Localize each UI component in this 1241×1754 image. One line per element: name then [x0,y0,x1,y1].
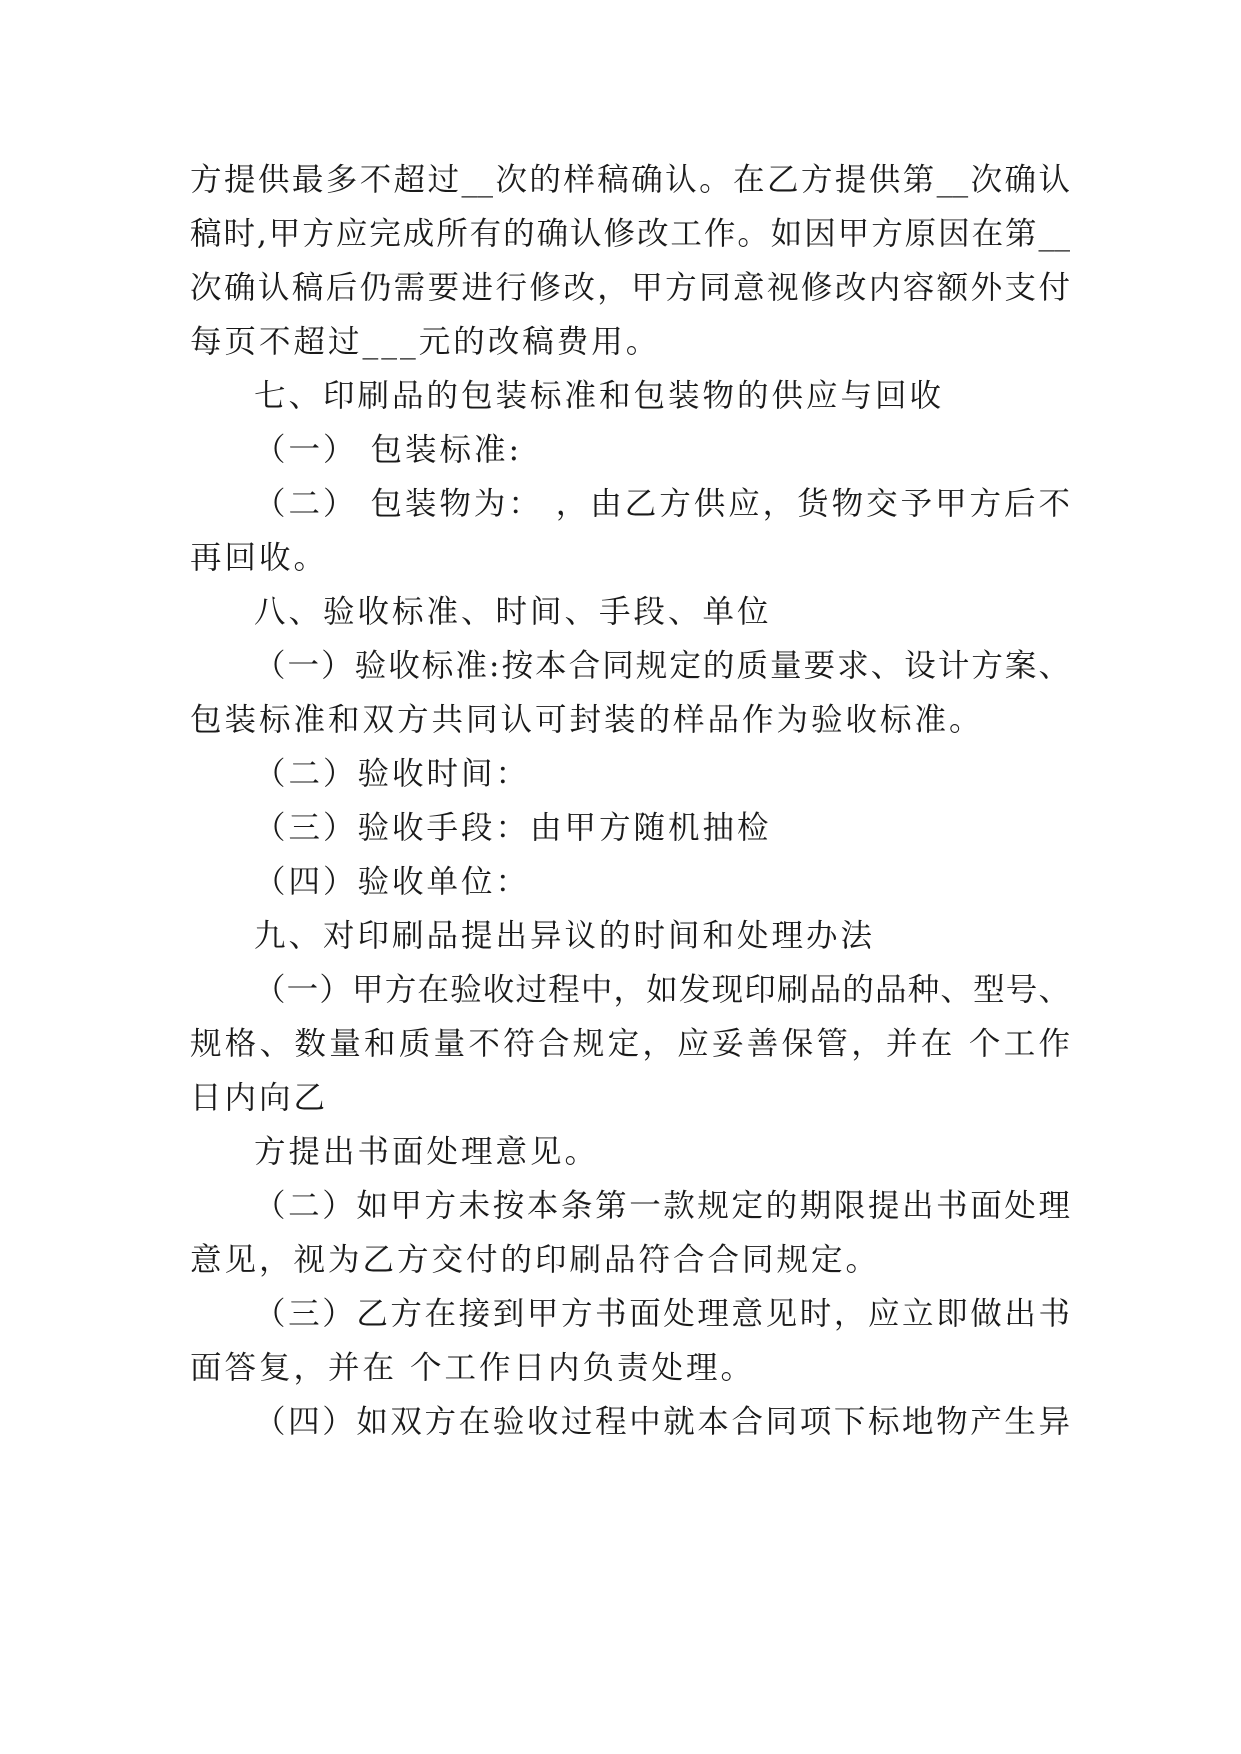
text-line: （二）如甲方未按本条第一款规定的期限提出书面处理 [254,1188,1070,1224]
text-line: （四）验收单位： [254,864,531,900]
text-line: 方提供最多不超过__次的样稿确认。在乙方提供第__次确认 [190,162,1070,198]
section-heading: 七、印刷品的包装标准和包装物的供应与回收 [254,378,945,414]
text-line: （一） 包装标准: [254,432,523,468]
text-line: （四）如双方在验收过程中就本合同项下标地物产生异 [254,1404,1070,1440]
text-line: 面答复，并在 个工作日内负责处理。 [190,1350,756,1386]
text-line: 每页不超过___元的改稿费用。 [190,324,661,360]
text-line: （一）甲方在验收过程中，如发现印刷品的品种、型号、 [254,972,1070,1008]
text-line: 日内向乙 [190,1080,329,1116]
text-line: 意见，视为乙方交付的印刷品符合合同规定。 [190,1242,881,1278]
text-line: 规格、数量和质量不符合规定，应妥善保管，并在 个工作 [190,1026,1070,1062]
text-line: 稿时,甲方应完成所有的确认修改工作。如因甲方原因在第__ [190,216,1070,252]
text-line: 再回收。 [190,540,329,576]
text-line: 次确认稿后仍需要进行修改，甲方同意视修改内容额外支付 [190,270,1070,306]
section-heading: 八、验收标准、时间、手段、单位 [254,594,772,630]
text-line: （一）验收标准:按本合同规定的质量要求、设计方案、 [254,648,1070,684]
text-line: 包装标准和双方共同认可封装的样品作为验收标准。 [190,702,984,738]
text-line: （二）验收时间： [254,756,531,792]
section-heading: 九、对印刷品提出异议的时间和处理办法 [254,918,876,954]
text-line: （三）验收手段：由甲方随机抽检 [254,810,772,846]
text-line: 方提出书面处理意见。 [254,1134,600,1170]
text-line: （二） 包装物为： ，由乙方供应，货物交予甲方后不 [254,486,1070,522]
text-line: （三）乙方在接到甲方书面处理意见时，应立即做出书 [254,1296,1070,1332]
